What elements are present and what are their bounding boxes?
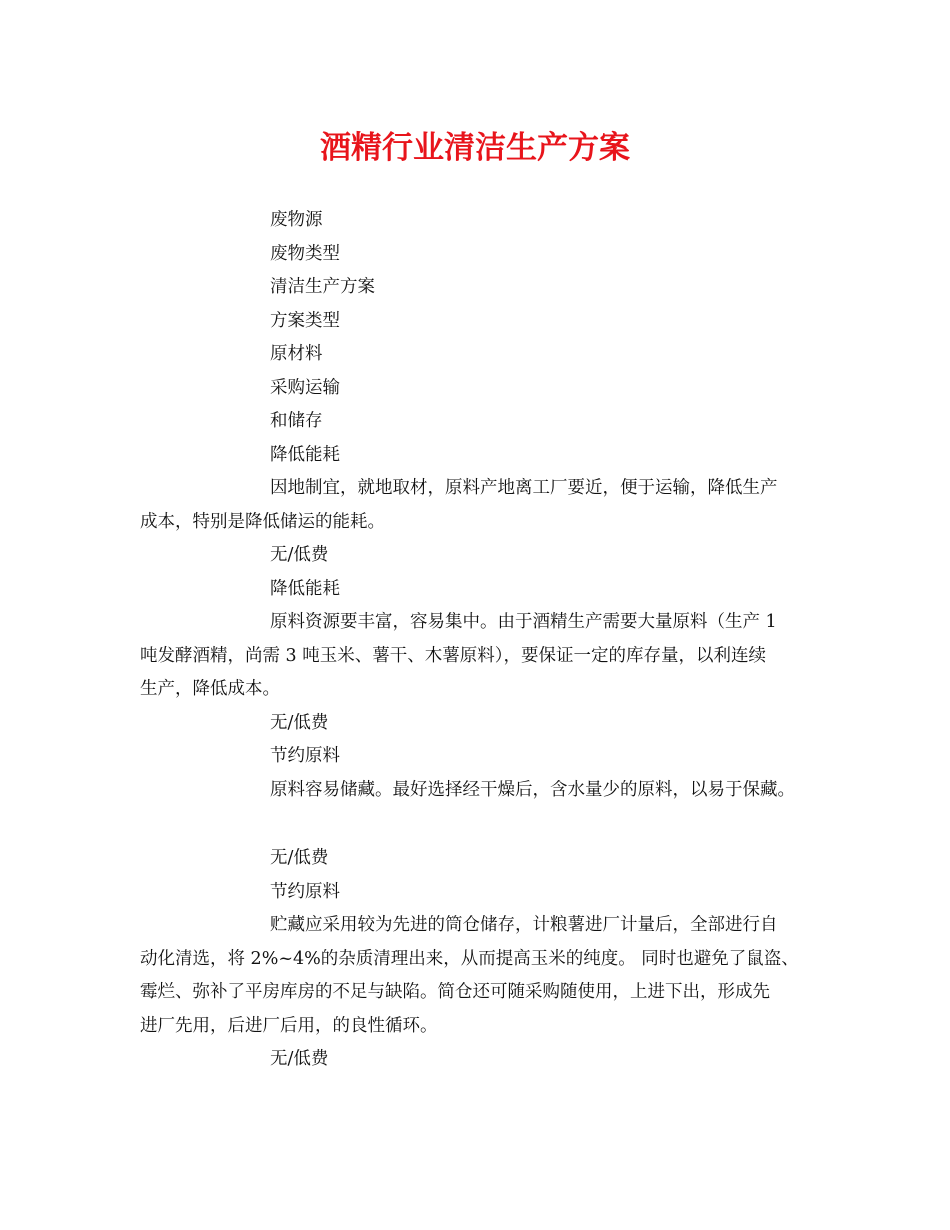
text-line: 节约原料: [270, 881, 340, 902]
text-line: 无/低费: [270, 1049, 329, 1069]
text-line: 采购运输: [270, 377, 340, 398]
paragraph-line: 因地制宜，就地取材，原料产地离工厂要近，便于运输，降低生产: [270, 478, 778, 498]
paragraph-line: 吨发酵酒精，尚需 3 吨玉米、薯干、木薯原料），要保证一定的库存量，以利连续: [140, 645, 767, 666]
text-line: 废物源: [270, 210, 323, 230]
paragraph-line: 霉烂、弥补了平房库房的不足与缺陷。简仓还可随采购随使用，上进下出，形成先: [140, 982, 770, 1002]
text-line: 清洁生产方案: [270, 277, 375, 297]
paragraph-line: 动化清选，将 2%~4%的杂质清理出来，从而提高玉米的纯度。 同时也避免了鼠盗、: [140, 948, 799, 969]
text-line: 和储存: [270, 411, 323, 431]
blank-gap: [140, 807, 825, 842]
text-line: 节约原料: [270, 746, 340, 766]
text-line: 无/低费: [270, 712, 329, 733]
paragraph-line: 成本，特别是降低储运的能耗。: [140, 511, 385, 532]
document-body: [140, 204, 825, 1077]
document-title: 酒精行业清洁生产方案: [320, 130, 630, 166]
paragraph-line: 原料资源要丰富，容易集中。由于酒精生产需要大量原料（生产 1: [270, 612, 777, 632]
text-line: 方案类型: [270, 310, 340, 331]
paragraph-line: 原料容易储藏。最好选择经干燥后，含水量少的原料，以易于保藏。: [270, 779, 795, 800]
paragraph-line: 进厂先用，后进厂后用，的良性循环。: [140, 1015, 438, 1036]
text-line: 降低能耗: [270, 578, 340, 599]
paragraph-line: 贮藏应采用较为先进的筒仓储存，计粮薯进厂计量后，全部进行自: [270, 915, 778, 935]
text-line: 降低能耗: [270, 444, 340, 465]
text-line: 原材料: [270, 344, 323, 364]
text-line: 废物类型: [270, 243, 340, 264]
text-line: 无/低费: [270, 848, 329, 868]
paragraph-line: 生产，降低成本。: [140, 679, 280, 699]
text-line: 无/低费: [270, 545, 329, 565]
